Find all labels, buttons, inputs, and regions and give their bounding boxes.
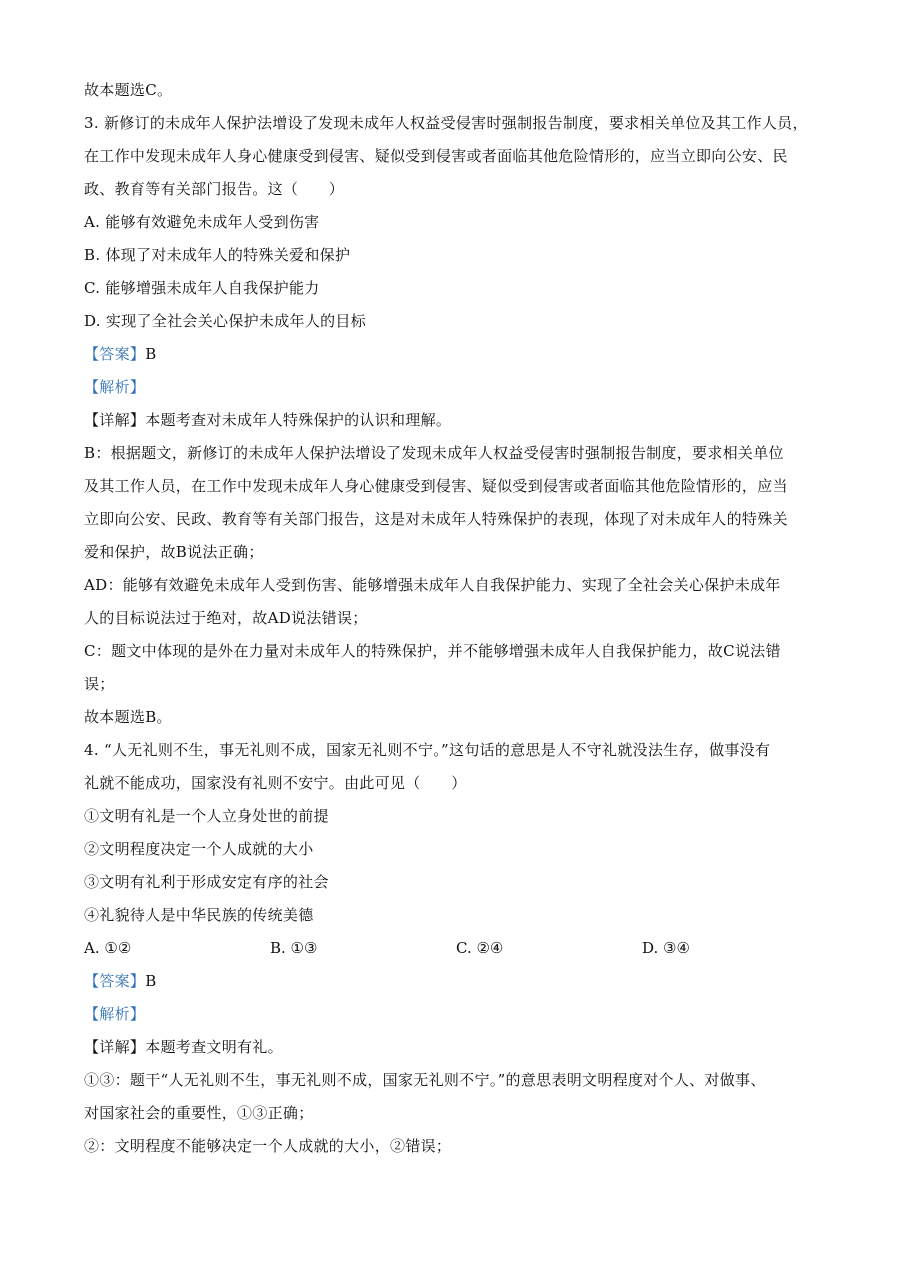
q3-option-c: C. 能够增强未成年人自我保护能力 (84, 279, 320, 297)
q4-stem-line: 礼就不能成功，国家没有礼则不安宁。由此可见（ ） (84, 774, 467, 792)
q3-explanation-line: AD：能够有效避免未成年人受到伤害、能够增强未成年人自我保护能力、实现了全社会关心保护未成年 (84, 576, 781, 594)
answer-value: B (145, 972, 157, 990)
q3-explanation-line: 人的目标说法过于绝对，故AD说法错误； (84, 609, 368, 627)
q3-explanation-line: C：题文中体现的是外在力量对未成年人的特殊保护，并不能够增强未成年人自我保护能力，故C说法错 (84, 642, 781, 660)
q4-statement-2: ②文明程度决定一个人成就的大小 (84, 840, 314, 858)
q4-option-c: C. ②④ (456, 939, 504, 957)
question-4 (84, 734, 849, 1163)
q4-options (84, 932, 849, 965)
q3-explanation-line: B：根据题文，新修订的未成年人保护法增设了发现未成年人权益受侵害时强制报告制度，要求相关单位 (84, 444, 784, 462)
question-3 (84, 107, 849, 734)
q3-stem-line: 政、教育等有关部门报告。这（ ） (84, 180, 345, 198)
q3-conclusion: 故本题选B。 (84, 708, 172, 726)
answer-tag: 【答案】 (84, 345, 146, 363)
q4-statement-4: ④礼貌待人是中华民族的传统美德 (84, 906, 314, 924)
q3-analysis (84, 371, 849, 404)
q3-detail (84, 404, 849, 437)
answer-value: B (145, 345, 157, 363)
q3-explanation-line: 及其工作人员，在工作中发现未成年人身心健康受到侵害、疑似受到侵害或者面临其他危险情形的，应当 (84, 477, 788, 495)
q3-explanation-line: 爱和保护，故B说法正确； (84, 543, 264, 561)
answer-tag: 【答案】 (84, 972, 146, 990)
q4-detail (84, 1031, 849, 1064)
q3-option-d: D. 实现了全社会关心保护未成年人的目标 (84, 312, 367, 330)
q3-explanation-line: 立即向公安、民政、教育等有关部门报告，这是对未成年人特殊保护的表现，体现了对未成年人的特殊关 (84, 510, 788, 528)
q4-option-a: A. ①② (84, 939, 132, 957)
detail-tag: 【详解】 (84, 411, 146, 429)
q4-option-d: D. ③④ (642, 939, 690, 957)
q4-analysis (84, 998, 849, 1031)
q4-stem-line: 4. “人无礼则不生，事无礼则不成，国家无礼则不宁。”这句话的意思是人不守礼就没法生存，做事没有 (84, 741, 771, 759)
detail-text: 本题考查文明有礼。 (145, 1038, 283, 1056)
q4-explanation-line: ①③：题干“人无礼则不生，事无礼则不成，国家无礼则不宁。”的意思表明文明程度对个人、对做事、 (84, 1071, 766, 1089)
q4-option-b: B. ①③ (270, 939, 318, 957)
detail-tag: 【详解】 (84, 1038, 146, 1056)
q3-option-a: A. 能够有效避免未成年人受到伤害 (84, 213, 320, 231)
q3-stem-line: 在工作中发现未成年人身心健康受到侵害、疑似受到侵害或者面临其他危险情形的，应当立即向公安、民 (84, 147, 788, 165)
analysis-tag: 【解析】 (84, 378, 146, 396)
q4-statement-3: ③文明有礼利于形成安定有序的社会 (84, 873, 329, 891)
q4-explanation-line: 对国家社会的重要性，①③正确； (84, 1104, 314, 1122)
q3-explanation-line: 误； (84, 675, 115, 693)
analysis-tag: 【解析】 (84, 1005, 146, 1023)
previous-conclusion: 故本题选C。 (84, 81, 173, 99)
q4-explanation-line: ②：文明程度不能够决定一个人成就的大小，②错误； (84, 1137, 452, 1155)
q3-stem-line: 3. 新修订的未成年人保护法增设了发现未成年人权益受侵害时强制报告制度，要求相关单位及其工作人员， (84, 114, 808, 132)
detail-text: 本题考查对未成年人特殊保护的认识和理解。 (145, 411, 452, 429)
q3-answer (84, 338, 849, 371)
q3-option-b: B. 体现了对未成年人的特殊关爱和保护 (84, 246, 351, 264)
q4-statement-1: ①文明有礼是一个人立身处世的前提 (84, 807, 329, 825)
q4-answer (84, 965, 849, 998)
